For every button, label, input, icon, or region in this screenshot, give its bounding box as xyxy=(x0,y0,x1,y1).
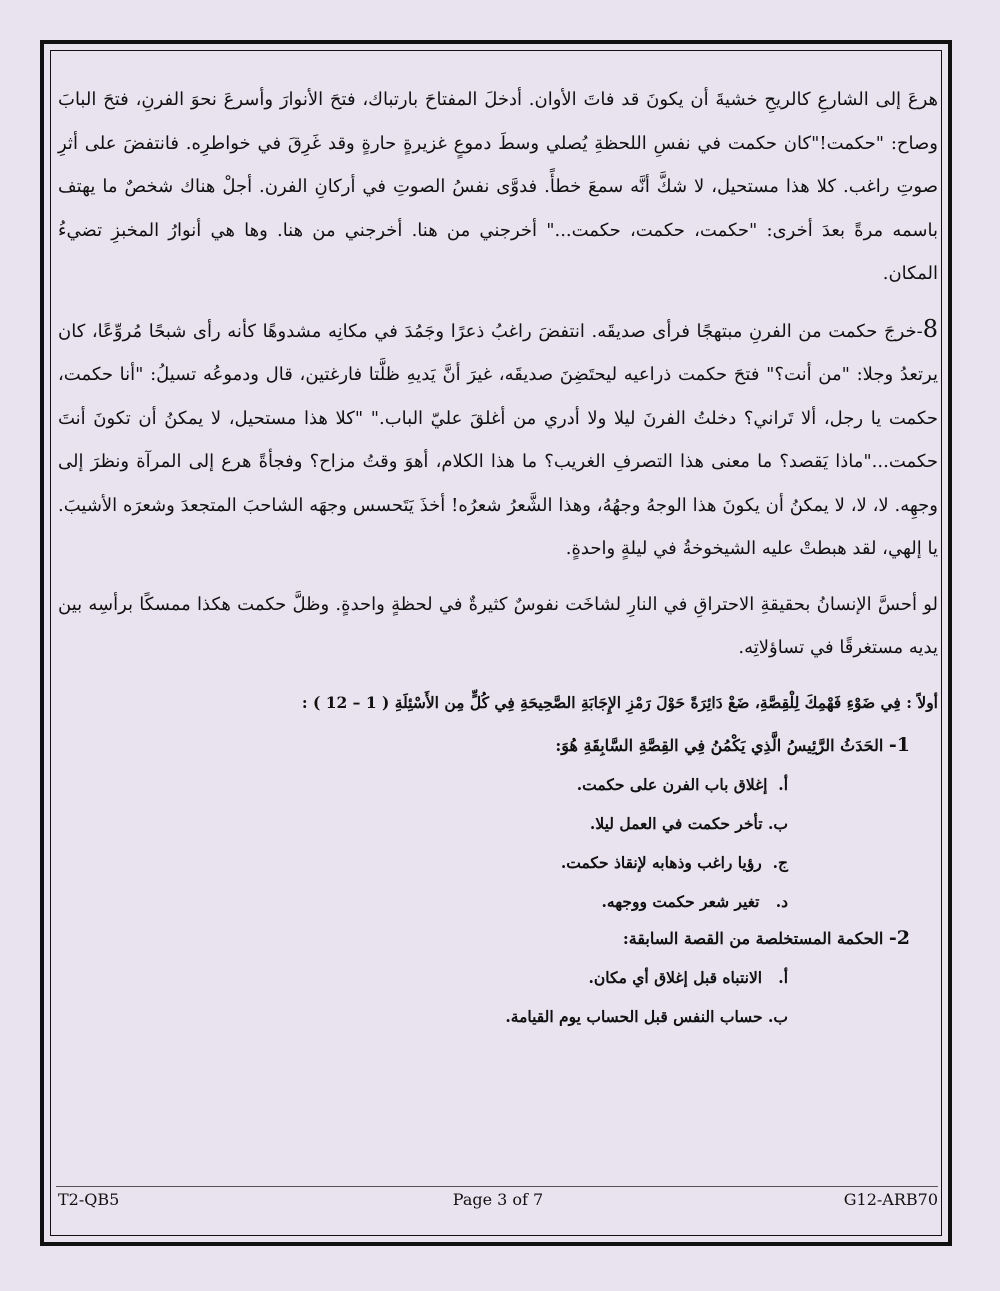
footer-code-right: G12-ARB70 xyxy=(843,1190,938,1209)
question-2 xyxy=(58,923,910,954)
option-text: حساب النفس قبل الحساب يوم القيامة. xyxy=(505,1006,763,1026)
option-letter: ب. xyxy=(768,813,788,833)
question-text: الحَدَثُ الرَّئِيسُ الَّذِي يَكْمُنُ فِي القِصَّةِ السَّابِقَةِ هُوَ: xyxy=(555,735,884,755)
option-letter: ب. xyxy=(768,1006,788,1026)
story-paragraph-1: هرعَ إلى الشارعِ كالريحِ خشيةَ أن يكونَ قد فاتَ الأوان. أدخلَ المفتاحَ بارتباك، فتحَ الأنوارَ وأسرعَ نحوَ الفرنِ، فتحَ البابَ وصاح: "حكمت!"كان حكمت في نفسِ اللحظةِ يُصلي وسطَ دموعٍ غزيرةٍ حارةٍ وقد غَرِقَ في خواطرِه. فانتفضَ على أثرِ صوتِ راغب. كلا هذا مستحيل، لا شكَّ أنَّه سمعَ خطأً. فدوَّى نفسُ الصوتِ في أركانِ الفرن. أجلْ هناك شخصٌ ما يهتف باسمه مرةً بعدَ أخرى: "حكمت، حكمت، حكمت..." أخرجني من هنا. أخرجني من هنا. وها هي أنوارُ المخبزِ تضيءُ المكان. xyxy=(58,89,939,284)
question-1 xyxy=(58,730,910,761)
option-text: الانتباه قبل إغلاق أي مكان. xyxy=(588,967,763,987)
paragraph-number: 8 xyxy=(922,314,938,343)
option-letter: د. xyxy=(775,891,788,911)
story-paragraph-3: لو أحسَّ الإنسانُ بحقيقةِ الاحتراقِ في النارِ لشاخَت نفوسٌ كثيرةٌ في لحظةٍ واحدةٍ. وظلَّ حكمت هكذا ممسكًا برأسِه بين يديه مستغرقًا في تساؤلاتِه. xyxy=(58,593,938,658)
option-2b[interactable] xyxy=(58,997,788,1036)
question-number: 2- xyxy=(888,926,910,949)
footer-page-number: Page 3 of 7 xyxy=(452,1190,544,1209)
option-1d[interactable] xyxy=(58,882,788,921)
option-2a[interactable] xyxy=(58,958,788,997)
page-footer xyxy=(58,1190,938,1214)
page-content xyxy=(58,78,938,1036)
option-text: رؤيا راغب وذهابه لإنقاذ حكمت. xyxy=(560,852,762,872)
option-1b[interactable] xyxy=(58,804,788,843)
question-2-options xyxy=(58,958,788,1036)
question-text: الحكمة المستخلصة من القصة السابقة: xyxy=(622,928,884,948)
option-1c[interactable] xyxy=(58,843,788,882)
question-1-options xyxy=(58,765,788,921)
story-paragraph-2 xyxy=(58,308,938,571)
question-number: 1- xyxy=(888,733,910,756)
option-text: إغلاق باب الفرن على حكمت. xyxy=(576,774,768,794)
story-paragraph-2-text: -خرجَ حكمت من الفرنِ مبتهجًا فرأى صديقَه. انتفضَ راغبُ ذعرًا وجَمُدَ في مكانِه مشدوهًا كأنه رأى شبحًا مُروِّعًا، كان يرتعدُ وجلا: "من أنت؟" فتحَ حكمت ذراعيه ليحتَضِنَ صديقَه، غيرَ أنَّ يَديهِ ظلَّتا فارغتين، قال ودموعُه تسيلُ: "أنا حكمت، حكمت يا رجل، ألا تَراني؟ دخلتُ الفرنَ ليلا ولا أدري من أغلقَ عليّ الباب." "كلا هذا مستحيل، لا يمكنُ أن تكونَ أنتَ حكمت..."ماذا يَقصد؟ ما معنى هذا التصرفِ الغريب؟ ما هذا الكلام، أهوَ وقتُ مزاح؟ وفجأةً هرع إلى المرآة ونظرَ إلى وجهِه. لا، لا، لا يمكنُ أن يكونَ هذا الوجهُ وجهُهُ، وهذا الشَّعرُ شعرُه! أخذَ يَتَحسس وجهَه الشاحبَ المتجعدَ وشعرَه الأشيبَ. يا إلهي، لقد هبطتْ عليه الشيخوخةُ في ليلةٍ واحدةٍ. xyxy=(58,320,938,559)
option-letter: أ. xyxy=(778,774,788,794)
option-letter: ج. xyxy=(772,852,788,872)
option-letter: أ. xyxy=(778,967,788,987)
option-1a[interactable] xyxy=(58,765,788,804)
option-text: تغير شعر حكمت ووجهه. xyxy=(601,891,760,911)
option-text: تأخر حكمت في العمل ليلا. xyxy=(589,813,763,833)
footer-code-left: T2-QB5 xyxy=(58,1190,120,1209)
section-instruction: أولاً : فِي ضَوْءِ فَهْمِكَ لِلْقِصَّةِ، ضَعْ دَائِرَةً حَوْلَ رَمْزِ الإِجَابَةِ الصَّحِيحَةِ فِي كُلٍّ مِن الأَسْئِلَةِ ( 1 – 12 ) : xyxy=(301,692,938,712)
footer-divider xyxy=(56,1186,938,1187)
